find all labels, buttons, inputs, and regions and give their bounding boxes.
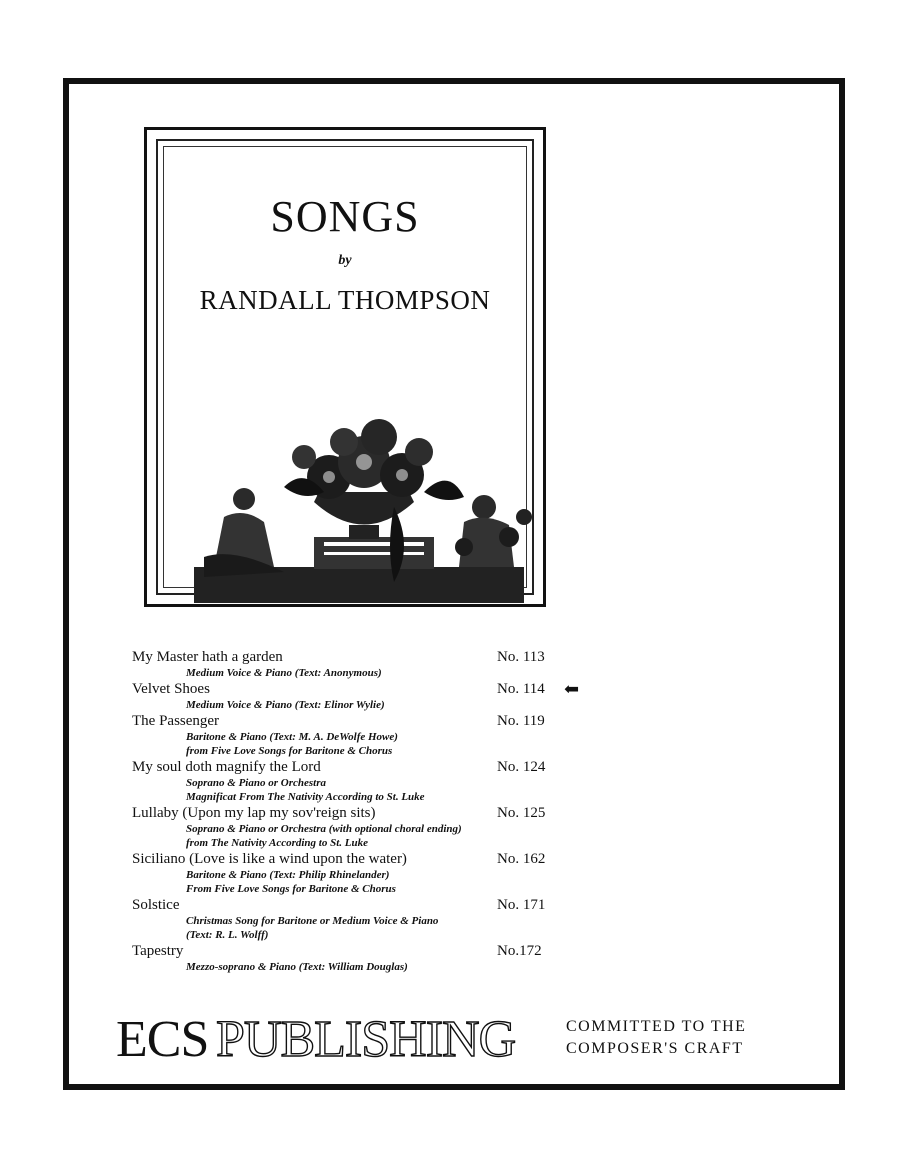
song-number: No. 113 bbox=[497, 649, 545, 665]
publisher-tagline-line-2: COMPOSER'S CRAFT bbox=[566, 1040, 744, 1057]
cover-frame-inner bbox=[156, 139, 534, 595]
song-detail: Magnificat From The Nativity According to St. Luke bbox=[186, 791, 425, 803]
cover-frame-inner-line bbox=[163, 146, 527, 588]
song-detail: Mezzo-soprano & Piano (Text: William Douglas) bbox=[186, 961, 408, 973]
cover-frame bbox=[144, 127, 546, 607]
publisher-tagline-line-1: COMMITTED TO THE bbox=[566, 1018, 747, 1035]
song-detail: Baritone & Piano (Text: Philip Rhinelander) bbox=[186, 869, 390, 881]
song-number: No. 114 bbox=[497, 681, 545, 697]
song-number: No. 162 bbox=[497, 851, 546, 867]
song-title: Velvet Shoes bbox=[132, 681, 210, 697]
song-detail: from Five Love Songs for Baritone & Chorus bbox=[186, 745, 393, 757]
song-entry bbox=[132, 680, 632, 712]
song-detail: Soprano & Piano or Orchestra bbox=[186, 777, 326, 789]
song-detail: Medium Voice & Piano (Text: Elinor Wylie) bbox=[186, 699, 385, 711]
song-detail: (Text: R. L. Wolff) bbox=[186, 929, 269, 941]
song-entry bbox=[132, 896, 632, 942]
song-number: No. 124 bbox=[497, 759, 546, 775]
song-entry bbox=[132, 648, 632, 680]
song-number: No. 125 bbox=[497, 805, 546, 821]
song-detail: Baritone & Piano (Text: M. A. DeWolfe Howe) bbox=[186, 731, 398, 743]
song-detail: Christmas Song for Baritone or Medium Voice & Piano bbox=[186, 915, 439, 927]
publisher-tagline bbox=[566, 1016, 746, 1060]
song-number: No.172 bbox=[497, 943, 542, 959]
cover-by: by bbox=[338, 253, 352, 268]
publisher-name-outline: PUBLISHING bbox=[216, 1011, 516, 1068]
song-number: No. 171 bbox=[497, 897, 546, 913]
cover-title: SONGS bbox=[270, 192, 420, 241]
song-title: My soul doth magnify the Lord bbox=[132, 759, 321, 775]
song-detail: From Five Love Songs for Baritone & Chorus bbox=[186, 883, 396, 895]
song-number: No. 119 bbox=[497, 713, 545, 729]
song-title: Solstice bbox=[132, 897, 180, 913]
song-title: My Master hath a garden bbox=[132, 649, 283, 665]
song-entry bbox=[132, 942, 632, 974]
left-arrow-icon: ⬅ bbox=[564, 679, 580, 699]
song-detail: Soprano & Piano or Orchestra (with optional choral ending) bbox=[186, 823, 462, 835]
publisher-logo bbox=[116, 1012, 796, 1068]
floral-urn-illustration-icon bbox=[164, 407, 544, 603]
song-entry bbox=[132, 712, 632, 758]
song-title: Lullaby (Upon my lap my sov'reign sits) bbox=[132, 805, 376, 821]
song-detail: from The Nativity According to St. Luke bbox=[186, 837, 368, 849]
song-title: Tapestry bbox=[132, 943, 184, 959]
song-entry bbox=[132, 804, 632, 850]
cover-composer: RANDALL THOMPSON bbox=[199, 285, 491, 315]
song-detail: Medium Voice & Piano (Text: Anonymous) bbox=[186, 667, 382, 679]
song-list bbox=[132, 648, 632, 974]
song-title: Siciliano (Love is like a wind upon the water) bbox=[132, 851, 407, 867]
song-entry bbox=[132, 758, 632, 804]
song-entry bbox=[132, 850, 632, 896]
song-title: The Passenger bbox=[132, 713, 220, 729]
publisher-name-solid: ECS bbox=[116, 1011, 209, 1068]
